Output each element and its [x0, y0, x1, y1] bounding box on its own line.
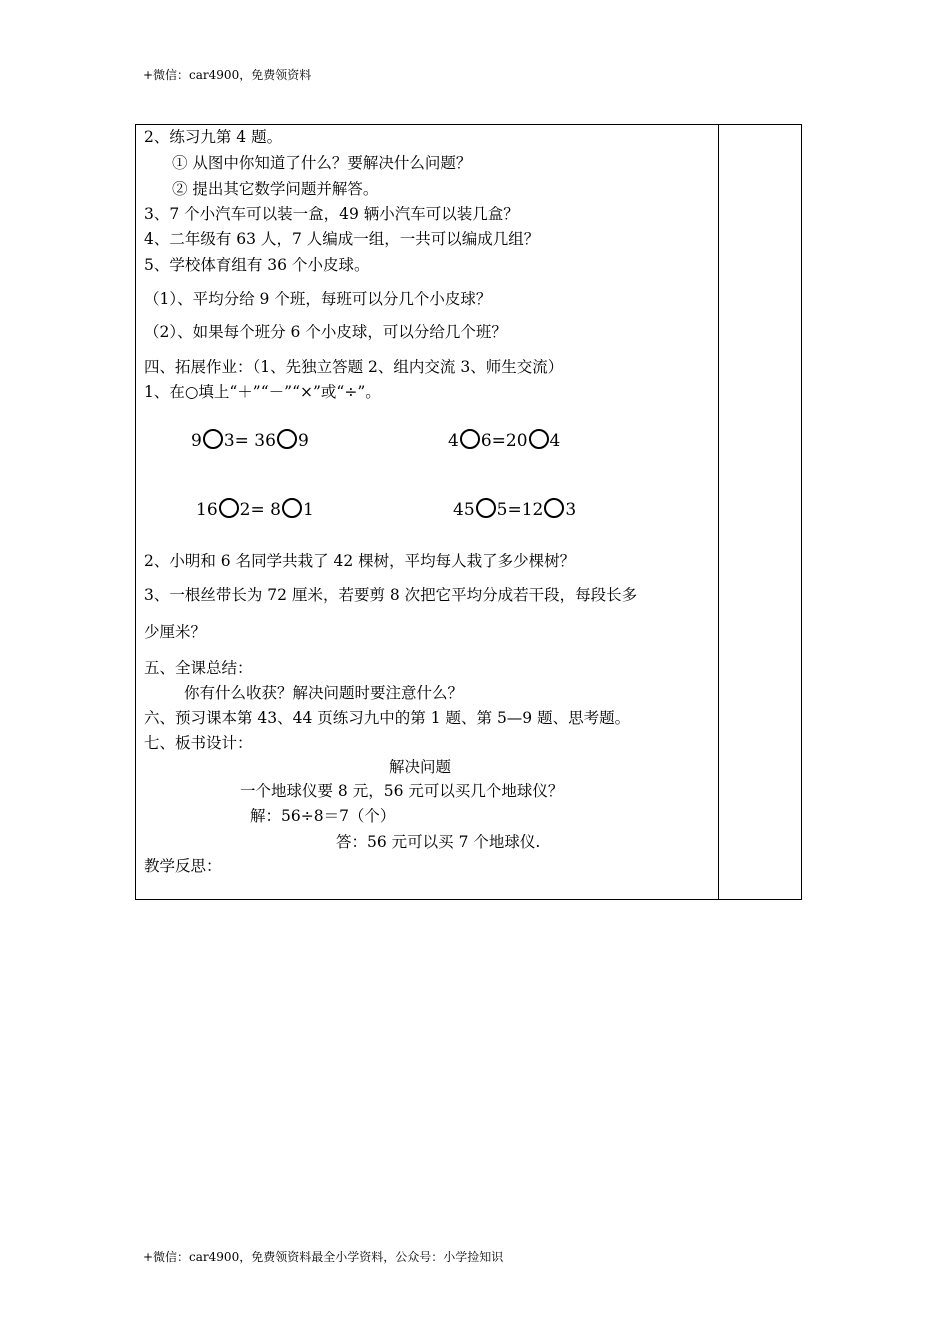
board-solution: 解：56÷8＝7（个） — [250, 807, 396, 825]
board-answer: 答：56 元可以买 7 个地球仪. — [336, 833, 541, 851]
header-note: +微信：car4900，免费领资料 — [143, 68, 312, 82]
section-4-heading: 四、拓展作业：（1、先独立答题 2、组内交流 3、师生交流） — [144, 358, 564, 376]
section-4-question-3-line-1: 3、一根丝带长为 72 厘米，若要剪 8 次把它平均分成若干段，每段长多 — [144, 586, 638, 604]
blank-circle[interactable] — [529, 429, 549, 449]
exercise-5-question-2: （2）、如果每个班分 6 个小皮球，可以分给几个班？ — [144, 323, 507, 341]
blank-circle[interactable] — [544, 498, 564, 518]
blank-circle[interactable] — [460, 429, 480, 449]
equation-4: 45 5=12 3 — [453, 500, 577, 520]
column-divider — [718, 125, 719, 899]
equation-3: 16 2= 8 1 — [196, 500, 314, 520]
blank-circle[interactable] — [203, 429, 223, 449]
section-7-heading: 七、板书设计： — [144, 734, 253, 752]
exercise-2-question-2: ② 提出其它数学问题并解答。 — [172, 180, 379, 198]
exercise-2-question-1: ① 从图中你知道了什么？要解决什么问题？ — [172, 154, 472, 172]
section-4-question-2: 2、小明和 6 名同学共栽了 42 棵树，平均每人栽了多少棵树？ — [144, 552, 576, 570]
section-4-question-1: 1、在○填上“＋”“－”“×”或“÷”。 — [144, 383, 381, 401]
board-title: 解决问题 — [389, 758, 452, 776]
board-problem: 一个地球仪要 8 元，56 元可以买几个地球仪？ — [240, 782, 564, 800]
section-4-question-3-line-2: 少厘米？ — [144, 623, 207, 641]
equation-2: 4 6=20 4 — [448, 431, 561, 451]
blank-circle[interactable] — [476, 498, 496, 518]
blank-circle[interactable] — [219, 498, 239, 518]
exercise-5: 5、学校体育组有 36 个小皮球。 — [144, 256, 370, 274]
footer-note: +微信：car4900，免费领资料最全小学资料，公众号：小学捡知识 — [143, 1250, 504, 1264]
section-5-question: 你有什么收获？解决问题时要注意什么？ — [184, 684, 464, 702]
exercise-3: 3、7 个小汽车可以装一盒，49 辆小汽车可以装几盒？ — [144, 205, 519, 223]
teaching-reflection: 教学反思： — [144, 857, 222, 875]
equation-1: 9 3= 36 9 — [191, 431, 309, 451]
exercise-4: 4、二年级有 63 人，7 人编成一组，一共可以编成几组？ — [144, 230, 540, 248]
exercise-5-question-1: （1）、平均分给 9 个班，每班可以分几个小皮球？ — [144, 290, 492, 308]
exercise-2: 2、练习九第 4 题。 — [144, 128, 283, 146]
section-6: 六、预习课本第 43、44 页练习九中的第 1 题、第 5—9 题、思考题。 — [144, 709, 631, 727]
lesson-table — [135, 124, 802, 900]
blank-circle[interactable] — [282, 498, 302, 518]
blank-circle[interactable] — [277, 429, 297, 449]
section-5-heading: 五、全课总结： — [144, 659, 253, 677]
